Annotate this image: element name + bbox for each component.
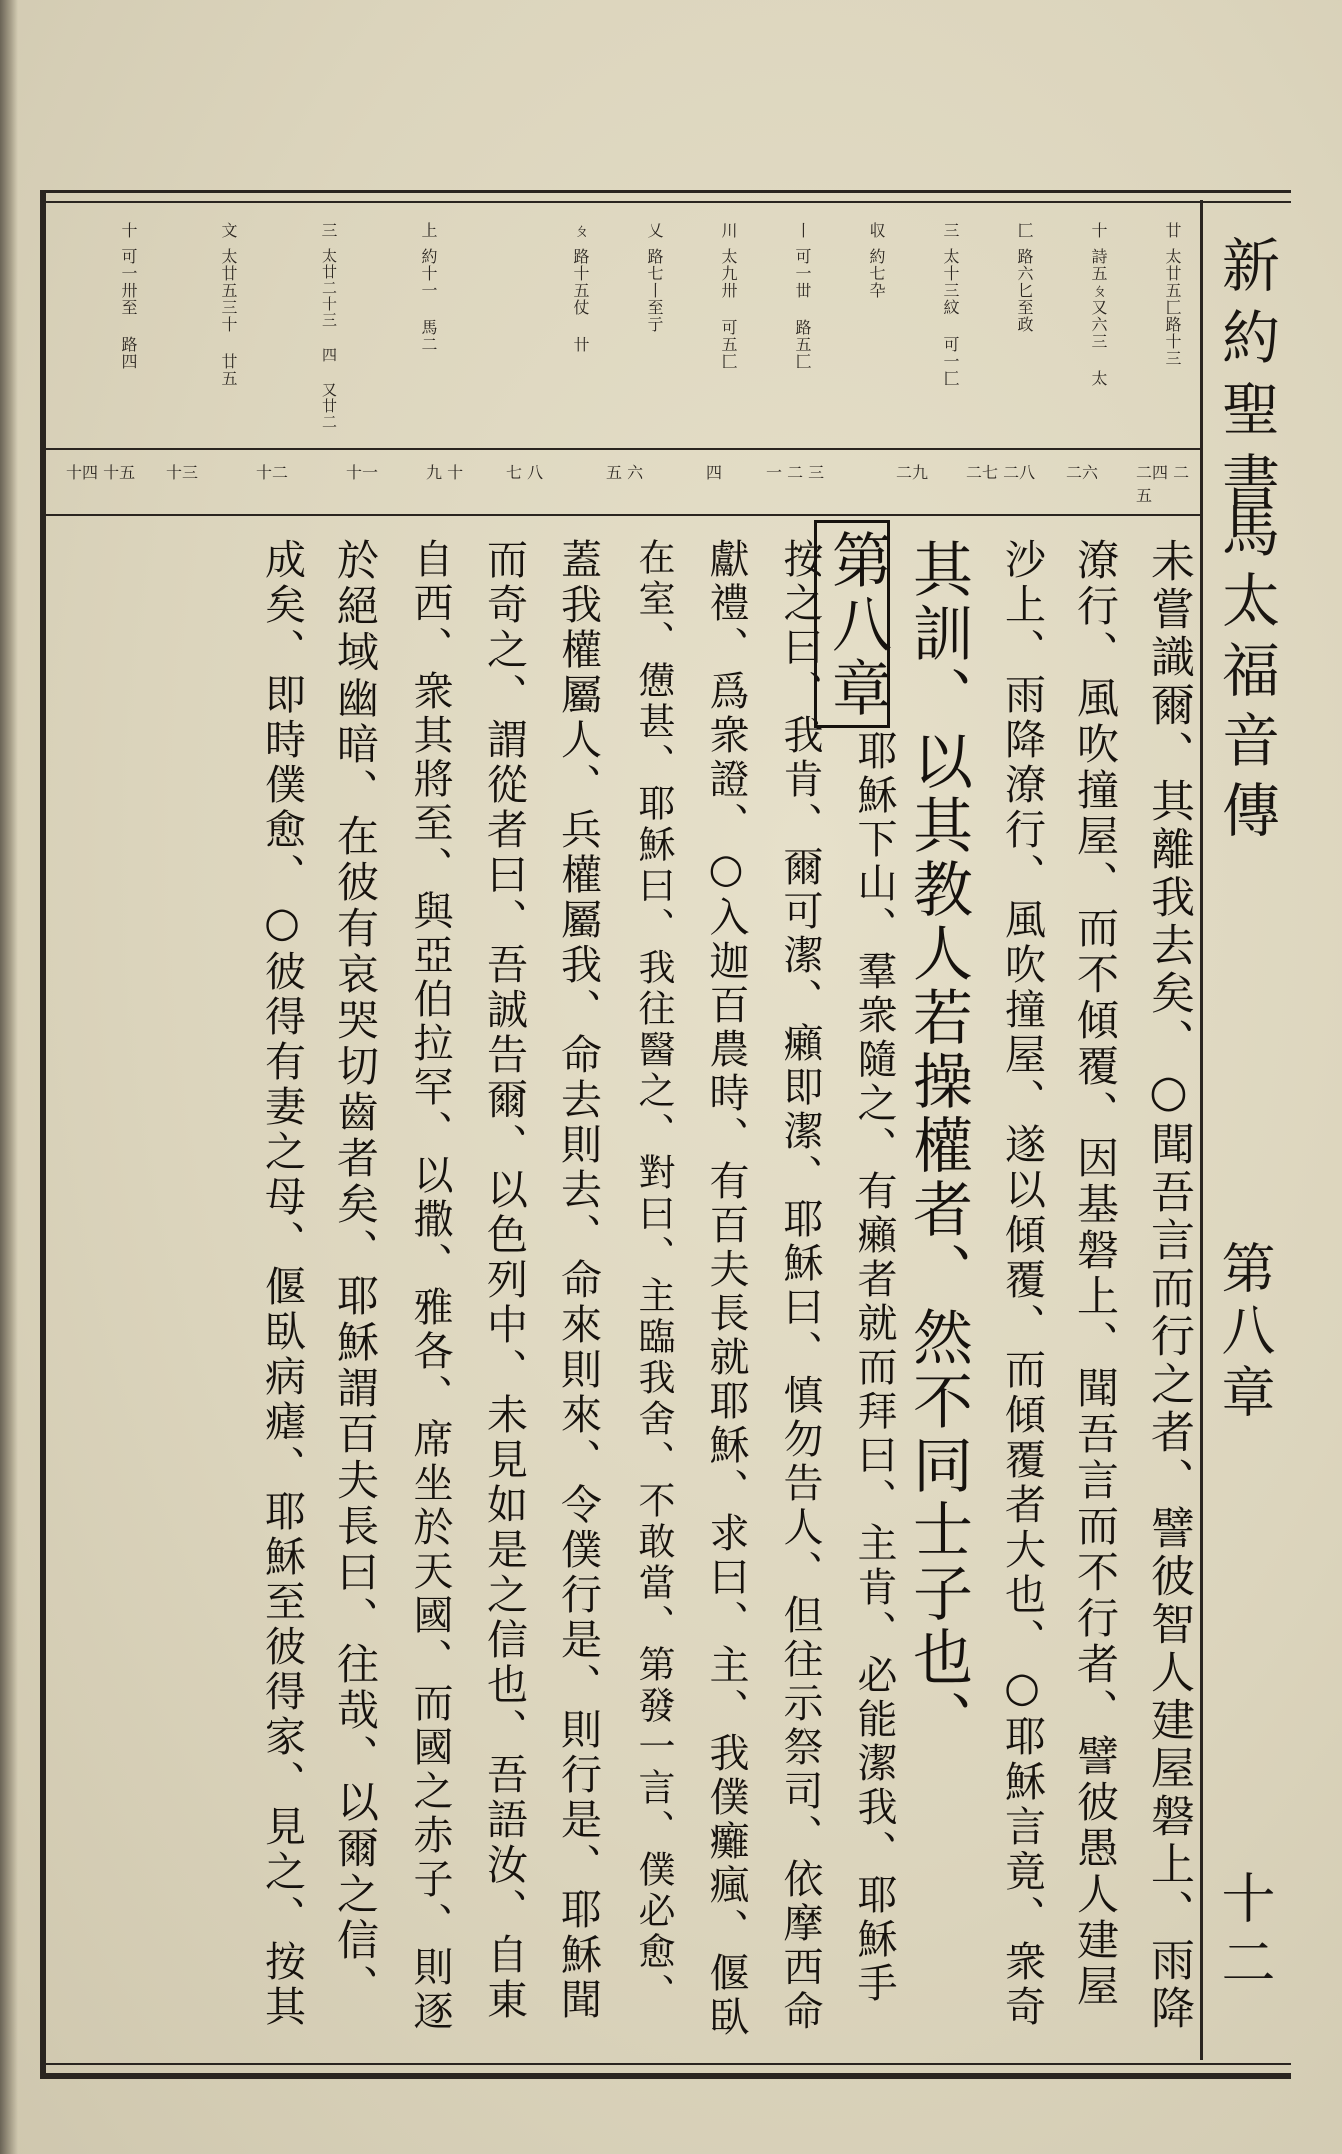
verse-number: 二九 bbox=[896, 463, 929, 482]
note bbox=[750, 222, 810, 437]
scripture-text bbox=[50, 520, 1198, 2050]
verse-number: 十二 bbox=[256, 463, 289, 482]
text-column: 成矣、即時僕愈、○彼得有妻之母、偃臥病瘧、耶穌至彼得家、見之、按其 bbox=[258, 538, 306, 2030]
note-ref: 収 bbox=[867, 222, 886, 238]
note-body: 約七卆 bbox=[867, 248, 886, 299]
text-column: 按之曰、我肯、爾可潔、癩即潔、耶穌曰、慎勿告人、但往示祭司、依摩西命 bbox=[777, 538, 823, 2034]
note bbox=[824, 222, 884, 437]
note bbox=[972, 222, 1032, 437]
note-ref: 三 bbox=[941, 222, 960, 238]
note bbox=[76, 222, 136, 437]
verse-number: 四 bbox=[706, 463, 723, 482]
verse-number: 七 八 bbox=[506, 463, 544, 482]
verse-number-row bbox=[46, 452, 1200, 514]
note-body: 太九卅 可五匚 bbox=[719, 248, 738, 370]
chapter-heading: 第八章 bbox=[814, 520, 890, 728]
note-ref: ㄆ bbox=[571, 222, 590, 238]
text-column: 自西、衆其將至、與亞伯拉罕、以撒、雅各、席坐於天國、而國之赤子、則逐 bbox=[407, 538, 453, 2034]
text-column: 耶穌下山、羣衆隨之、有癩者就而拜曰、主肯、必能潔我、耶穌手 bbox=[851, 730, 897, 2006]
verse-number: 二七 二八 bbox=[966, 463, 1036, 482]
notes-divider bbox=[46, 448, 1200, 450]
note bbox=[602, 222, 662, 437]
note-ref: 廿 bbox=[1163, 222, 1182, 238]
note-ref: 上 bbox=[419, 222, 438, 238]
note bbox=[528, 222, 588, 437]
verse-number: 十三 bbox=[166, 463, 199, 482]
note bbox=[276, 222, 336, 437]
note bbox=[898, 222, 958, 437]
text-column: 其訓、以其教人若操權者、然不同士子也、 bbox=[903, 538, 973, 1754]
verse-number: 五 六 bbox=[606, 463, 644, 482]
note-body: 路七丨至亍 bbox=[645, 248, 664, 333]
note bbox=[376, 222, 436, 437]
text-column: 獻禮、爲衆證、○入迦百農時、有百夫長就耶穌、求曰、主、我僕癱瘋、偃臥 bbox=[703, 538, 749, 2040]
verse-number: 一 二 三 bbox=[766, 463, 825, 482]
note-body: 太廿五匚路十三 bbox=[1163, 248, 1182, 367]
note-body: 太廿二十三 四 又廿二 bbox=[320, 248, 338, 430]
running-header bbox=[1200, 200, 1288, 2060]
text-column: 沙上、雨降潦行、風吹撞屋、遂以傾覆、而傾覆者大也、○耶穌言竟、衆奇 bbox=[998, 538, 1046, 2030]
note-ref: 三 bbox=[319, 222, 338, 238]
note-body: 太廿五三十 廿五 bbox=[219, 248, 238, 387]
note-ref: 匚 bbox=[1015, 222, 1034, 238]
text-column: 潦行、風吹撞屋、而不傾覆、因基磐上、聞吾言而不行者、譬彼愚人建屋 bbox=[1071, 538, 1120, 2010]
book-title: 新約聖書 bbox=[1212, 235, 1280, 523]
text-column: 於絕域幽暗、在彼有哀哭切齒者矣、耶穌謂百夫長曰、往哉、以爾之信、 bbox=[331, 538, 380, 2010]
verse-number: 九 十 bbox=[426, 463, 464, 482]
chapter-label: 第八章 bbox=[1213, 1240, 1276, 1426]
note-body: 太十三紋 可一匚 bbox=[941, 248, 960, 387]
note-ref: 丨 bbox=[793, 222, 812, 238]
note-ref: 十 bbox=[1089, 222, 1108, 238]
gospel-title: 馬太福音傳 bbox=[1212, 500, 1280, 850]
note-body: 路六匕至政 bbox=[1015, 248, 1034, 333]
note-body: 可一卅至 路四 bbox=[119, 248, 138, 370]
text-column: 蓋我權屬人、兵權屬我、命去則去、命來則來、令僕行是、則行是、耶穌聞 bbox=[554, 538, 602, 2023]
note-body: 路十五仗 卄 bbox=[571, 248, 590, 353]
text-column: 在室、憊甚、耶穌曰、我往醫之、對曰、主臨我舍、不敢當、第發一言、僕必愈、 bbox=[632, 538, 675, 2014]
note bbox=[676, 222, 736, 437]
note bbox=[1120, 222, 1180, 437]
cross-reference-notes bbox=[46, 200, 1200, 448]
verse-number-divider bbox=[46, 514, 1200, 516]
note bbox=[1046, 222, 1106, 437]
text-column: 而奇之、謂從者曰、吾誠告爾、以色列中、未見如是之信也、吾語汝、自東 bbox=[480, 538, 528, 2023]
note-ref: 十 bbox=[119, 222, 138, 238]
note-ref: 乂 bbox=[645, 222, 664, 238]
note bbox=[176, 222, 236, 437]
verse-number: 十四 十五 bbox=[66, 463, 136, 482]
note-ref: 川 bbox=[719, 222, 738, 238]
note-body: 詩五ㄆ又六三 太 bbox=[1089, 248, 1108, 387]
page-number: 十二 bbox=[1213, 1870, 1276, 1998]
note-body: 可一丗 路五匚 bbox=[793, 248, 812, 370]
page-spine-shadow bbox=[0, 0, 18, 2154]
text-column: 未嘗識爾、其離我去矣、○聞吾言而行之者、譬彼智人建屋磐上、雨降 bbox=[1143, 538, 1194, 2033]
note-ref: 文 bbox=[219, 222, 238, 238]
verse-number: 十一 bbox=[346, 463, 379, 482]
verse-number: 二四 二五 bbox=[1136, 463, 1190, 505]
note-body: 約十一 馬二 bbox=[419, 248, 438, 353]
verse-number: 二六 bbox=[1066, 463, 1099, 482]
frame-inner-rule-bottom bbox=[46, 2063, 1291, 2065]
